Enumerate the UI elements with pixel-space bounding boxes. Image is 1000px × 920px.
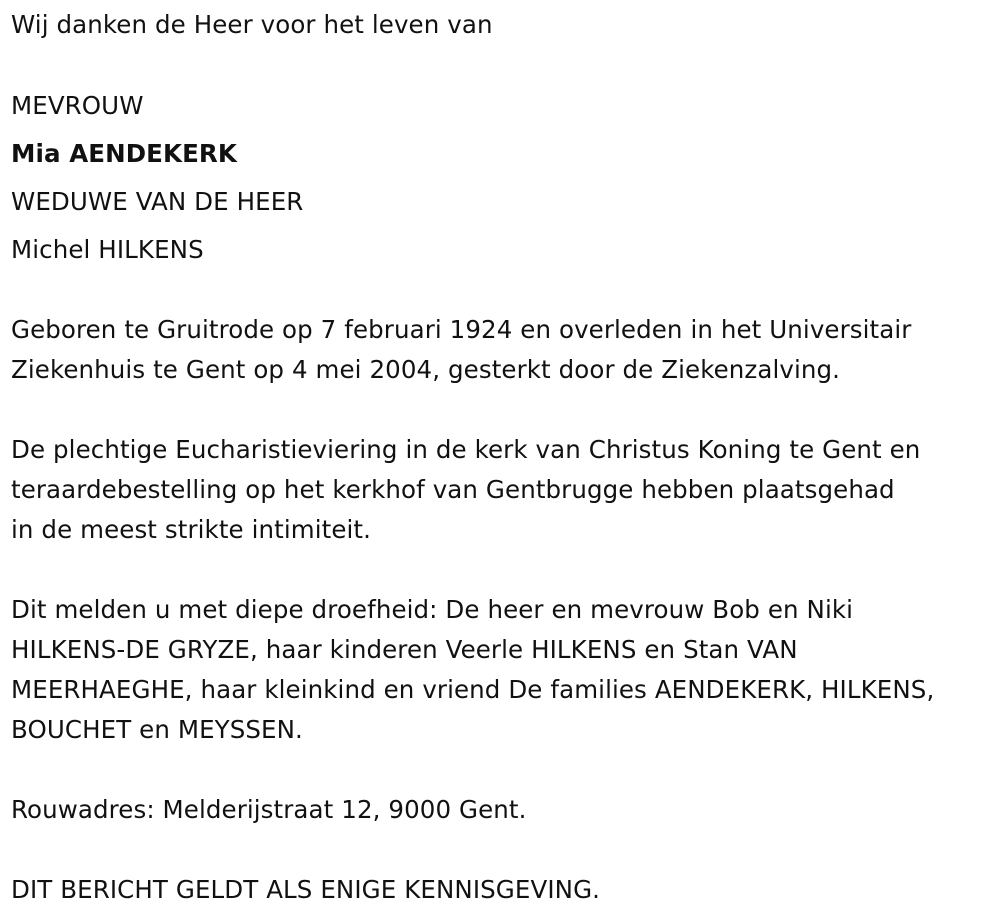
intro-text: Wij danken de Heer voor het leven van — [11, 10, 493, 39]
ceremony-line-2: teraardebestelling op het kerkhof van Gentbrugge hebben plaatsgehad — [11, 475, 895, 504]
announcement-line-3: MEERHAEGHE, haar kleinkind en vriend De families AENDEKERK, HILKENS, — [11, 675, 935, 704]
address-text: Rouwadres: Melderijstraat 12, 9000 Gent. — [11, 795, 527, 824]
announcement-line-1: Dit melden u met diepe droefheid: De heer en mevrouw Bob en Niki — [11, 595, 854, 624]
birth-death-line-2: Ziekenhuis te Gent op 4 mei 2004, gesterkt door de Ziekenzalving. — [11, 355, 841, 384]
relation-line: WEDUWE VAN DE HEER — [11, 187, 304, 216]
title-line: MEVROUW — [11, 91, 144, 120]
announcement-line-4: BOUCHET en MEYSSEN. — [11, 715, 303, 744]
announcement-line-2: HILKENS-DE GRYZE, haar kinderen Veerle HILKENS en Stan VAN — [11, 635, 798, 664]
notice-text: DIT BERICHT GELDT ALS ENIGE KENNISGEVING. — [11, 875, 601, 904]
spouse-name: Michel HILKENS — [11, 235, 204, 264]
ceremony-line-3: in de meest strikte intimiteit. — [11, 515, 372, 544]
ceremony-line-1: De plechtige Eucharistieviering in de kerk van Christus Koning te Gent en — [11, 435, 921, 464]
birth-death-line-1: Geboren te Gruitrode op 7 februari 1924 en overleden in het Universitair — [11, 315, 912, 344]
deceased-name: Mia AENDEKERK — [11, 139, 237, 168]
